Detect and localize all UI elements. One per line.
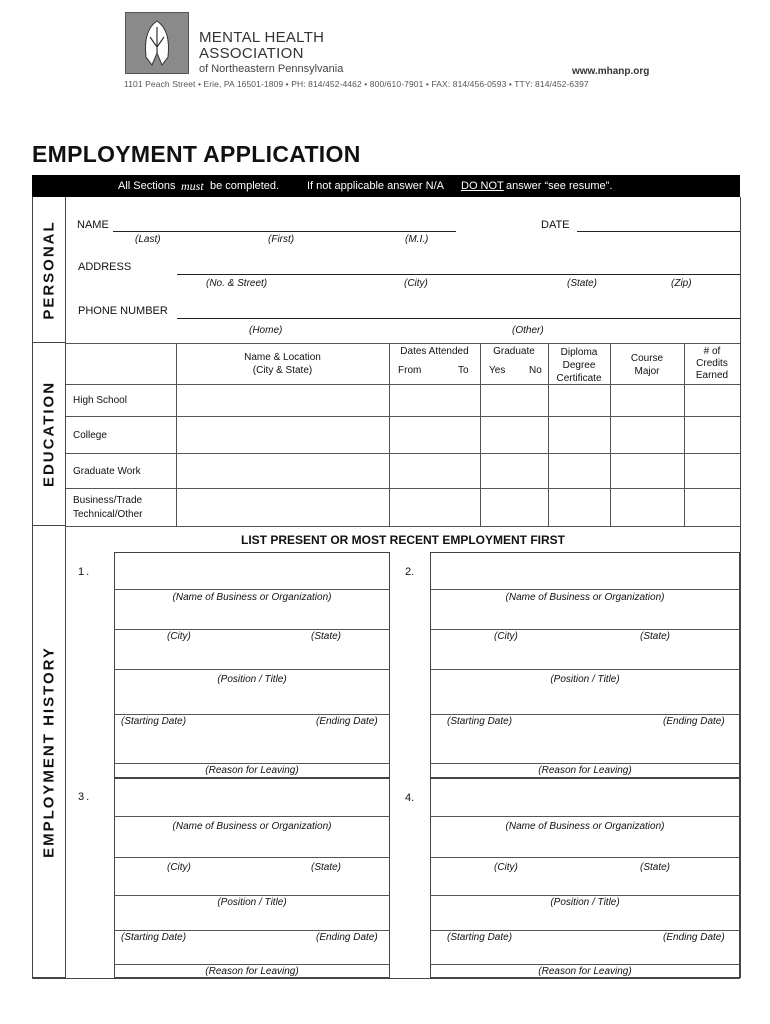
- employer-3-business-caption: (Name of Business or Organization): [172, 821, 332, 832]
- employer-3-start-caption: (Starting Date): [121, 932, 187, 943]
- form-right-border: [740, 197, 741, 978]
- employer-number-3: 3.: [78, 791, 92, 803]
- education-row-line-3: [66, 488, 740, 489]
- website-link[interactable]: www.mhanp.org: [572, 66, 650, 77]
- employer-3-state-caption: (State): [311, 862, 342, 873]
- col-header-diploma-1: Diploma: [560, 347, 598, 358]
- col-header-course-1: Course: [630, 353, 664, 364]
- employment-section-label: EMPLOYMENT HISTORY: [40, 645, 58, 858]
- col-header-credits-1: # of: [703, 346, 721, 357]
- employer-number-2: 2.: [405, 566, 415, 578]
- col-header-from: From: [398, 365, 422, 376]
- organization-logo: [125, 12, 189, 74]
- employer-number-1: 1.: [78, 566, 92, 578]
- employer-4-line-4: [430, 930, 740, 931]
- instructions-text-3: be completed.: [210, 180, 280, 192]
- col-header-no: No: [529, 365, 542, 376]
- personal-section-label: PERSONAL: [40, 219, 58, 320]
- employer-3-reason-caption: (Reason for Leaving): [205, 966, 299, 977]
- employer-1-start-caption: (Starting Date): [121, 716, 187, 727]
- employer-2-reason-caption: (Reason for Leaving): [538, 765, 632, 776]
- page-title: EMPLOYMENT APPLICATION: [32, 141, 361, 167]
- education-row-graduate-work: Graduate Work: [73, 466, 141, 477]
- employer-4-state-caption: (State): [640, 862, 671, 873]
- employer-4-position-caption: (Position / Title): [550, 897, 620, 908]
- employer-1-business-caption: (Name of Business or Organization): [172, 592, 332, 603]
- street-caption: (No. & Street): [206, 278, 268, 289]
- col-header-name: Name & Location: [244, 352, 321, 363]
- employer-3-position-caption: (Position / Title): [217, 897, 287, 908]
- employer-4-start-caption: (Starting Date): [447, 932, 513, 943]
- instructions-text-1: All Sections: [118, 180, 176, 192]
- employer-4-end-caption: (Ending Date): [663, 932, 725, 943]
- education-row-college: College: [73, 430, 107, 441]
- col-header-course-2: Major: [634, 366, 660, 377]
- employer-1-end-caption: (Ending Date): [316, 716, 378, 727]
- education-col-line-2: [389, 343, 390, 526]
- employer-4-line-3: [430, 895, 740, 896]
- city-caption: (City): [404, 278, 428, 289]
- education-col-line-3: [480, 343, 481, 526]
- employer-2-end-caption: (Ending Date): [663, 716, 725, 727]
- home-phone-caption: (Home): [249, 325, 283, 336]
- employer-2-business-caption: (Name of Business or Organization): [505, 592, 665, 603]
- education-header-line: [66, 384, 740, 385]
- col-header-diploma-3: Certificate: [556, 373, 602, 384]
- employer-3-box[interactable]: [114, 778, 390, 978]
- education-bottom-line: [66, 526, 740, 527]
- personal-section-tab: [32, 197, 66, 343]
- employer-2-line-1: [430, 589, 740, 590]
- employer-2-state-caption: (State): [640, 631, 671, 642]
- zip-caption: (Zip): [671, 278, 692, 289]
- col-header-credits-3: Earned: [695, 370, 729, 381]
- employment-heading: LIST PRESENT OR MOST RECENT EMPLOYMENT FIRST: [240, 533, 565, 547]
- logo-figure-icon: [126, 13, 188, 73]
- other-phone-caption: (Other): [512, 325, 544, 336]
- employer-1-city-caption: (City): [167, 631, 191, 642]
- col-header-credits-2: Credits: [696, 358, 728, 369]
- col-header-course: [610, 352, 684, 378]
- employer-3-line-3: [114, 895, 390, 896]
- employer-4-reason-caption: (Reason for Leaving): [538, 966, 632, 977]
- col-header-to: To: [458, 365, 469, 376]
- employer-4-line-1: [430, 816, 740, 817]
- org-address: 1101 Peach Street • Erie, PA 16501-1809 • PH: 814/452-4462 • 800/610-7901 • FAX: 814/456-0593 • TTY: 814/452-6397: [124, 79, 589, 89]
- education-row-line-2: [66, 453, 740, 454]
- employer-1-line-3: [114, 669, 390, 670]
- org-subtitle: of Northeastern Pennsylvania: [199, 63, 344, 75]
- employer-3-line-2: [114, 857, 390, 858]
- employment-section-tab: [32, 526, 66, 978]
- employer-4-city-caption: (City): [494, 862, 518, 873]
- instructions-text-4: If not applicable answer N/A: [307, 180, 444, 192]
- form-bottom-border: [32, 978, 740, 979]
- employer-2-line-2: [430, 629, 740, 630]
- employer-3-line-5: [114, 964, 390, 965]
- employer-4-business-caption: (Name of Business or Organization): [505, 821, 665, 832]
- col-header-diploma: [548, 346, 610, 385]
- instructions-text-2: must: [181, 179, 204, 193]
- phone-field[interactable]: [177, 318, 740, 319]
- employer-1-state-caption: (State): [311, 631, 342, 642]
- org-name-line1: MENTAL HEALTH: [199, 29, 325, 46]
- employer-4-box[interactable]: [430, 778, 740, 978]
- education-row-technical-other: Technical/Other: [73, 509, 143, 520]
- first-name-caption: (First): [268, 234, 295, 245]
- date-field[interactable]: [577, 231, 740, 232]
- employer-2-box[interactable]: [430, 552, 740, 778]
- col-header-city-state: (City & State): [252, 365, 313, 376]
- education-section-tab: [32, 343, 66, 526]
- phone-label: PHONE NUMBER: [78, 305, 168, 317]
- date-label: DATE: [541, 219, 570, 231]
- address-label: ADDRESS: [78, 261, 132, 273]
- employer-3-end-caption: (Ending Date): [316, 932, 378, 943]
- employer-2-start-caption: (Starting Date): [447, 716, 513, 727]
- state-caption: (State): [567, 278, 598, 289]
- employer-1-line-4: [114, 714, 390, 715]
- col-header-name-location: [176, 351, 389, 377]
- name-label: NAME: [77, 219, 109, 231]
- middle-initial-caption: (M.I.): [405, 234, 429, 245]
- employer-3-line-1: [114, 816, 390, 817]
- col-header-credits: [684, 346, 740, 382]
- employer-2-line-5: [430, 763, 740, 764]
- education-row-line-1: [66, 416, 740, 417]
- address-field[interactable]: [177, 274, 740, 275]
- employer-2-line-4: [430, 714, 740, 715]
- employer-1-box[interactable]: [114, 552, 390, 778]
- col-header-diploma-2: Degree: [562, 360, 596, 371]
- employer-3-city-caption: (City): [167, 862, 191, 873]
- employer-1-reason-caption: (Reason for Leaving): [205, 765, 299, 776]
- col-header-yes: Yes: [489, 365, 506, 376]
- employer-2-position-caption: (Position / Title): [550, 674, 620, 685]
- instructions-text-5: DO NOT: [461, 180, 504, 192]
- instructions-text-6: answer “see resume”.: [506, 180, 613, 192]
- employer-1-line-2: [114, 629, 390, 630]
- org-name-line2: ASSOCIATION: [199, 45, 304, 62]
- employer-number-4: 4.: [405, 792, 415, 804]
- employer-4-line-5: [430, 964, 740, 965]
- last-name-caption: (Last): [135, 234, 161, 245]
- employer-3-line-4: [114, 930, 390, 931]
- employer-4-line-2: [430, 857, 740, 858]
- employer-2-line-3: [430, 669, 740, 670]
- organization-name: [199, 30, 324, 62]
- education-top-line: [66, 343, 740, 344]
- name-field[interactable]: [113, 231, 456, 232]
- employer-1-line-5: [114, 763, 390, 764]
- employer-1-line-1: [114, 589, 390, 590]
- employer-2-city-caption: (City): [494, 631, 518, 642]
- col-header-dates: Dates Attended: [400, 346, 469, 357]
- education-row-business-trade: Business/Trade: [73, 495, 143, 506]
- employer-1-position-caption: (Position / Title): [217, 674, 287, 685]
- instructions-bar: [32, 175, 740, 197]
- col-header-graduate: Graduate: [493, 346, 535, 357]
- education-section-label: EDUCATION: [40, 380, 58, 488]
- education-row-high-school: High School: [73, 395, 127, 406]
